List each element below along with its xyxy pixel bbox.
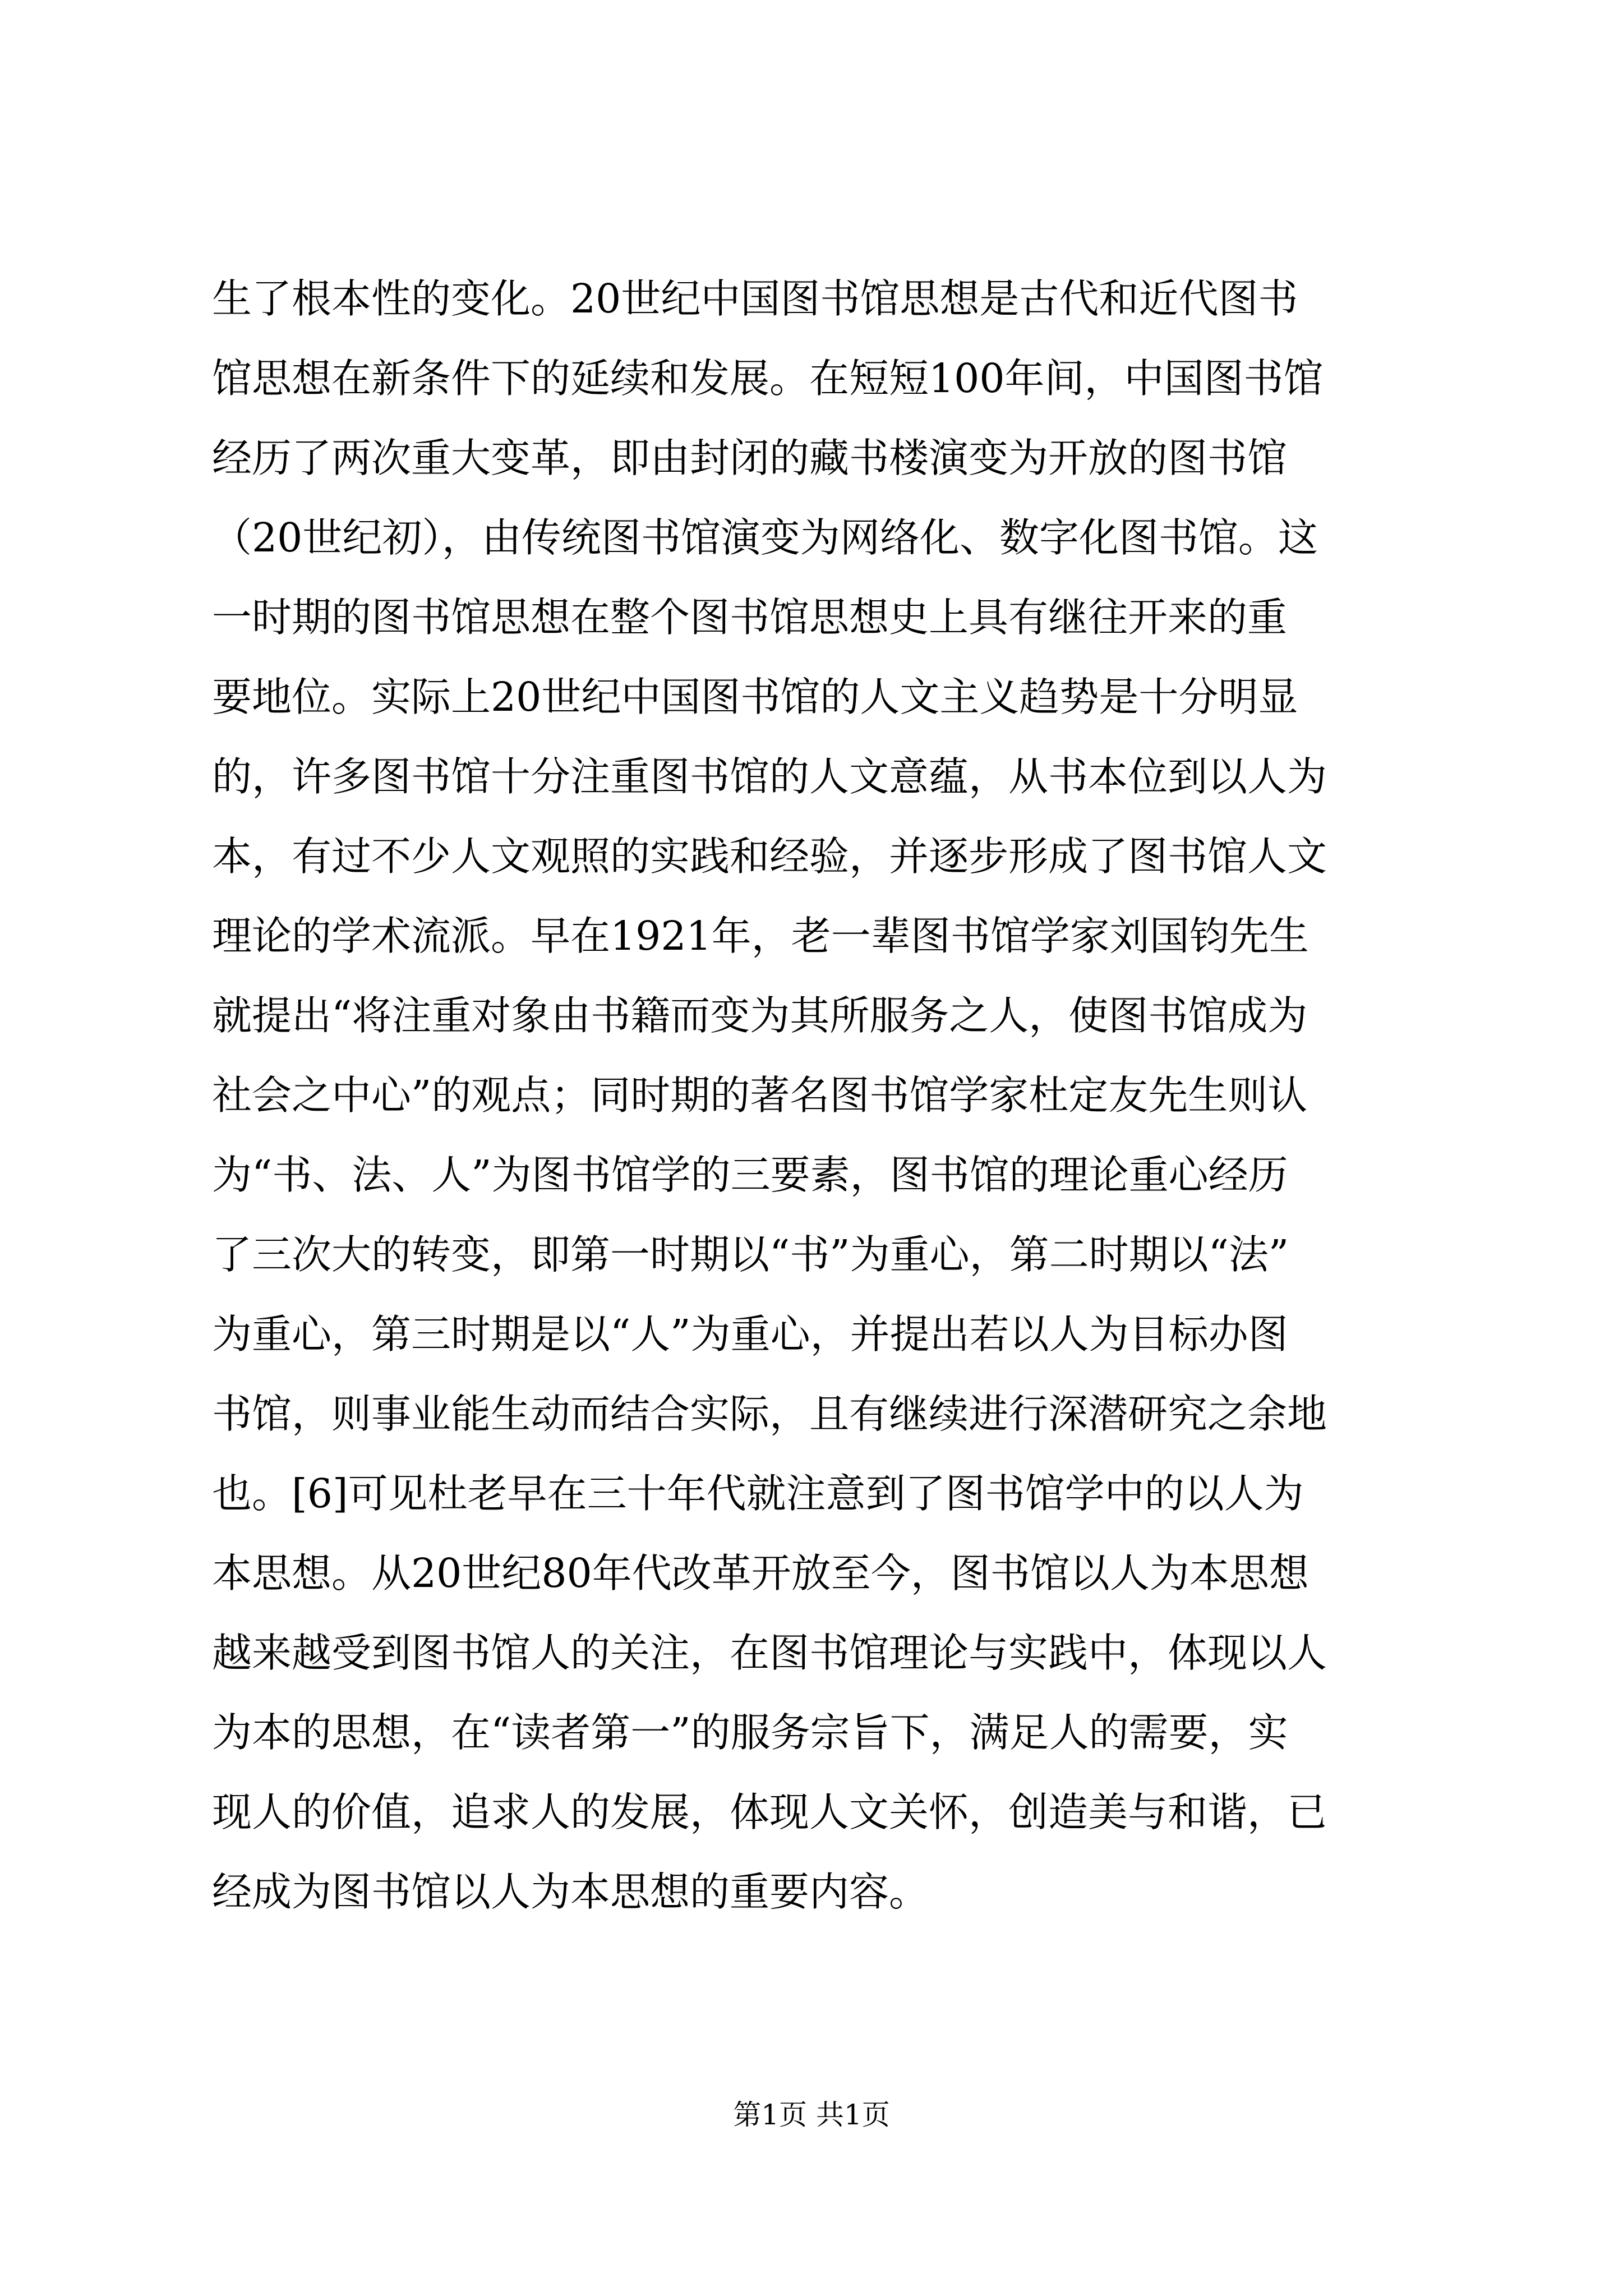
text-line: 本，有过不少人文观照的实践和经验，并逐步形成了图书馆人文 (212, 833, 1327, 880)
text-line: 生了根本性的变化。20世纪中国图书馆思想是古代和近代图书 (212, 275, 1298, 322)
text-line: 经历了两次重大变革，即由封闭的藏书楼演变为开放的图书馆 (212, 435, 1288, 481)
text-line: 的，许多图书馆十分注重图书馆的人文意蕴，从书本位到以人为 (212, 753, 1327, 800)
text-line: 为本的思想，在“读者第一”的服务宗旨下，满足人的需要，实 (212, 1709, 1288, 1756)
text-line: 就提出“将注重对象由书籍而变为其所服务之人，使图书馆成为 (212, 992, 1308, 1039)
text-line: 经成为图书馆以人为本思想的重要内容。 (212, 1869, 929, 1915)
page-footer (0, 2092, 1623, 2137)
text-line: 越来越受到图书馆人的关注，在图书馆理论与实践中，体现以人 (212, 1630, 1327, 1676)
page-number: 第1页 共1页 (733, 2099, 890, 2131)
text-line: 要地位。实际上20世纪中国图书馆的人文主义趋势是十分明显 (212, 674, 1298, 720)
text-line: 书馆，则事业能生动而结合实际，且有继续进行深潜研究之余地 (212, 1391, 1327, 1437)
text-line: 理论的学术流派。早在1921年，老一辈图书馆学家刘国钧先生 (212, 913, 1309, 959)
body-paragraph (212, 259, 1418, 1932)
text-line: 为“书、法、人”为图书馆学的三要素，图书馆的理论重心经历 (212, 1152, 1288, 1198)
text-line: 了三次大的转变，即第一时期以“书”为重心，第二时期以“法” (212, 1231, 1289, 1278)
text-line: 社会之中心”的观点；同时期的著名图书馆学家杜定友先生则认 (212, 1072, 1308, 1119)
text-line: 为重心，第三时期是以“人”为重心，并提出若以人为目标办图 (212, 1311, 1288, 1358)
text-line: 本思想。从20世纪80年代改革开放至今，图书馆以人为本思想 (212, 1550, 1309, 1596)
text-line: （20世纪初），由传统图书馆演变为网络化、数字化图书馆。这 (212, 514, 1318, 561)
text-line: 现人的价值，追求人的发展，体现人文关怀，创造美与和谐，已 (212, 1789, 1327, 1835)
text-line: 馆思想在新条件下的延续和发展。在短短100年间，中国图书馆 (212, 355, 1324, 402)
text-line: 一时期的图书馆思想在整个图书馆思想史上具有继往开来的重 (212, 594, 1288, 641)
text-line: 也。[6]可见杜老早在三十年代就注意到了图书馆学中的以人为 (212, 1470, 1304, 1517)
